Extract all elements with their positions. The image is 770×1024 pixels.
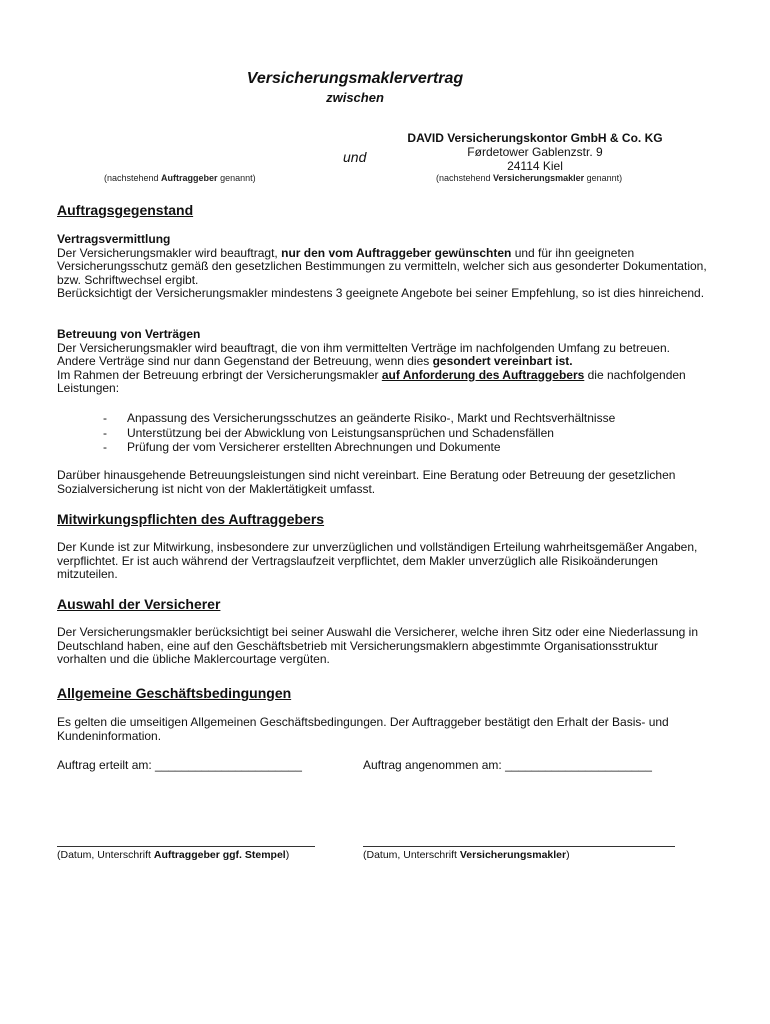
section-vertragsvermittlung — [57, 233, 707, 301]
paragraph-agb: Es gelten die umseitigen Allgemeinen Geschäftsbedingungen. Der Auftraggeber bestätigt den Erhalt der Basis- und Kundeninformation. — [57, 715, 669, 743]
document-title-block — [0, 70, 770, 105]
list-item: - Anpassung des Versicherungsschutzes an geänderte Risiko-, Markt und Rechtsverhältnisse — [103, 411, 616, 425]
heading-auswahl-versicherer: Auswahl der Versicherer — [57, 596, 221, 612]
auftrag-erteilt: Auftrag erteilt am: ______________________ — [57, 758, 302, 772]
document-title: Versicherungsmaklervertrag — [246, 70, 464, 87]
agent-street: Førdetower Gablenzstr. 9 — [467, 145, 603, 159]
signature-line-makler — [363, 846, 675, 847]
heading-agb: Allgemeine Geschäftsbedingungen — [57, 685, 292, 701]
document-subtitle: zwischen — [326, 90, 384, 105]
agent-note: (nachstehend Versicherungsmakler genannt) — [436, 173, 623, 183]
subheading-vertragsvermittlung: Vertragsvermittlung — [57, 232, 171, 246]
leistungen-list — [103, 411, 723, 455]
signature-caption-auftraggeber: (Datum, Unterschrift Auftraggeber ggf. Stempel) — [57, 849, 290, 861]
paragraph-auswahl: Der Versicherungsmakler berücksichtigt bei seiner Auswahl die Versicherer, welche ihren Sitz oder eine Niederlassung in Deutschland haben, eine auf den Geschäftsbetrieb mit Versicherungsmaklern abgestimmte Organisationsstruktur vorhalten und die übliche Maklercourtage vergüten. — [57, 625, 698, 667]
paragraph-mitwirkung: Der Kunde ist zur Mitwirkung, insbesondere zur unverzüglichen und vollständigen Erteilung wahrheitsgemäßer Angaben, verpflichtet. Er ist auch während der Vertragslaufzeit verpflichtet, dem Makler unverzüglich alle Risikoänderungen mitzuteilen. — [57, 540, 698, 582]
client-note: (nachstehend Auftraggeber genannt) — [104, 173, 256, 183]
paragraph-betreuung: Der Versicherungsmakler wird beauftragt, die von ihm vermittelten Verträge im nachfolgenden Umfang zu betreuen. Andere Verträge sind nur dann Gegenstand der Betreuung, wenn dies gesondert vereinbart ist. — [57, 340, 670, 369]
list-item: - Prüfung der vom Versicherer erstellten Abrechnungen und Dokumente — [103, 440, 501, 454]
und-label: und — [343, 149, 367, 165]
paragraph-darueber-hinaus: Darüber hinausgehende Betreuungsleistungen sind nicht vereinbart. Eine Beratung oder Betreuung der gesetzlichen Sozialversicherung ist nicht von der Maklertätigkeit umfasst. — [57, 468, 676, 496]
signature-line-auftraggeber — [57, 846, 315, 847]
agent-city: 24114 Kiel — [507, 159, 563, 173]
heading-auftragsgegenstand: Auftragsgegenstand — [57, 202, 194, 218]
agent-address — [380, 131, 690, 173]
auftrag-angenommen: Auftrag angenommen am: ______________________ — [363, 758, 652, 772]
heading-mitwirkungspflichten: Mitwirkungspflichten des Auftraggebers — [57, 511, 325, 527]
agent-name: DAVID Versicherungskontor GmbH & Co. KG — [407, 131, 663, 145]
paragraph-leistungen: Im Rahmen der Betreuung erbringt der Versicherungsmakler auf Anforderung des Auftraggebers die nachfolgenden Leistungen: — [57, 367, 686, 396]
list-item: - Unterstützung bei der Abwicklung von Leistungsansprüchen und Schadensfällen — [103, 425, 554, 440]
signature-caption-makler: (Datum, Unterschrift Versicherungsmakler) — [363, 849, 570, 861]
section-betreuung — [57, 328, 707, 396]
subheading-betreuung: Betreuung von Verträgen — [57, 327, 201, 341]
paragraph-angebote: Berücksichtigt der Versicherungsmakler mindestens 3 geeignete Angebote bei seiner Empfehlung, so ist dies hinreichend. — [57, 286, 705, 301]
paragraph-vermittlung: Der Versicherungsmakler wird beauftragt, nur den vom Auftraggeber gewünschten und für ihn geeigneten Versicherungsschutz gemäß den gesetzlichen Bestimmungen zu vermitteln, welcher sich aus gesonderter Dokumentation, bzw. Schriftwechsel ergibt. — [57, 245, 707, 287]
